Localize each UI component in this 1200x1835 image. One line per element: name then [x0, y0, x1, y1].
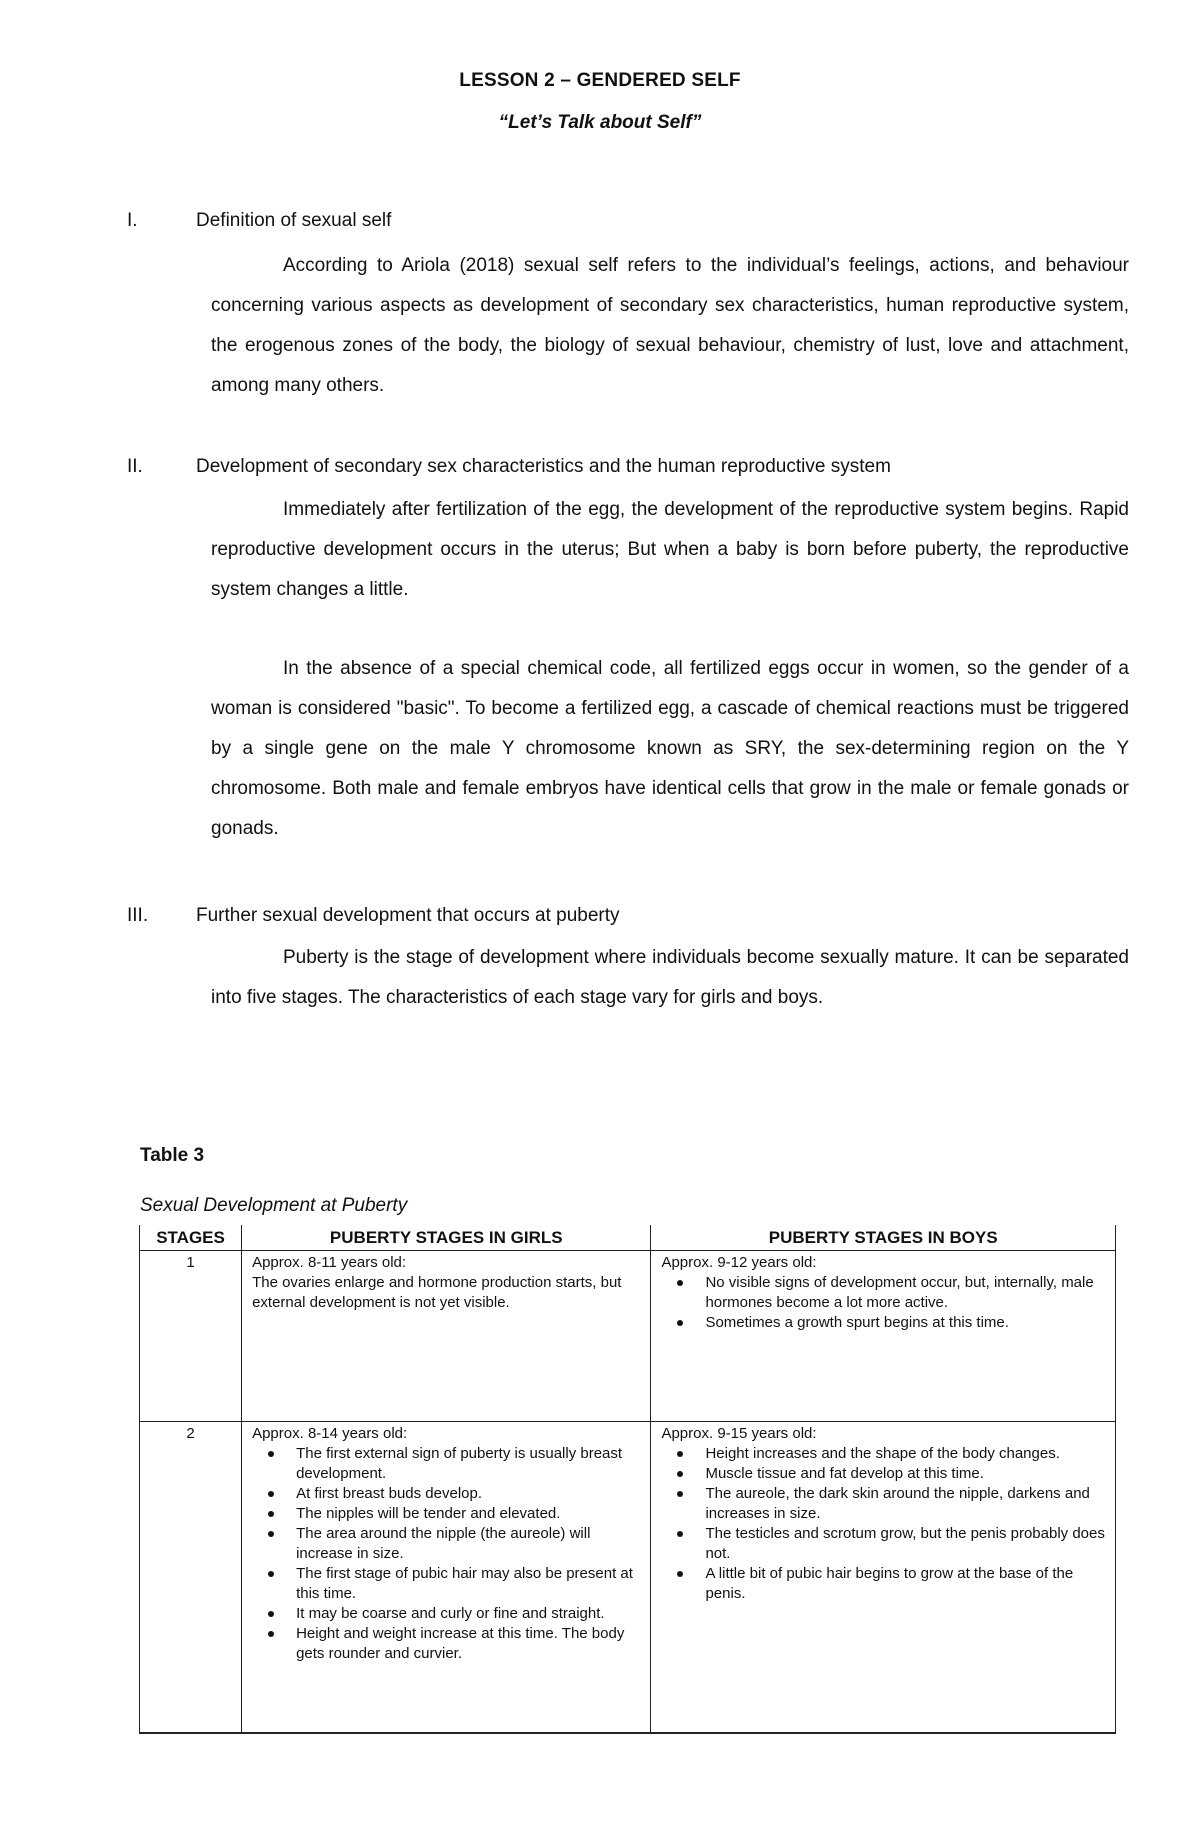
section-1-numeral: I. [127, 210, 138, 231]
bullet-icon [268, 1631, 274, 1637]
bullet-icon [677, 1531, 683, 1537]
section-2-heading: Development of secondary sex characteristics and the human reproductive system [196, 456, 891, 477]
puberty-stages-table [139, 1225, 1116, 1734]
section-2-paragraph-1: Immediately after fertilization of the egg, the development of the reproductive system begins. Rapid reproductive development occurs in the uterus; But when a baby is born before puberty, the reproductive system changes a little. [211, 499, 1129, 600]
boys-list [661, 1273, 1105, 1333]
header-boys: PUBERTY STAGES IN BOYS [651, 1225, 1116, 1251]
section-2-numeral: II. [127, 456, 143, 477]
bullet-icon [677, 1451, 683, 1457]
stage-number: 1 [140, 1251, 242, 1422]
bullet-icon [268, 1571, 274, 1577]
boys-age: Approx. 9-15 years old: [661, 1425, 817, 1442]
bullet-icon [677, 1471, 683, 1477]
boys-cell [651, 1251, 1116, 1422]
table-header-row [140, 1225, 1116, 1251]
list-item: Height and weight increase at this time. The body gets rounder and curvier. [252, 1624, 640, 1664]
list-item: Sometimes a growth spurt begins at this time. [661, 1313, 1105, 1333]
bullet-icon [268, 1531, 274, 1537]
bullet-icon [677, 1320, 683, 1326]
list-item: Muscle tissue and fat develop at this time. [661, 1464, 1105, 1484]
table-caption: Sexual Development at Puberty [140, 1195, 408, 1216]
list-item: The aureole, the dark skin around the nipple, darkens and increases in size. [661, 1484, 1105, 1524]
list-item: The area around the nipple (the aureole) will increase in size. [252, 1524, 640, 1564]
table-row [140, 1251, 1116, 1422]
bullet-icon [268, 1451, 274, 1457]
girls-cell [242, 1422, 651, 1734]
boys-age: Approx. 9-12 years old: [661, 1254, 817, 1271]
list-item: The first stage of pubic hair may also be present at this time. [252, 1564, 640, 1604]
list-item: Height increases and the shape of the body changes. [661, 1444, 1105, 1464]
bullet-icon [268, 1611, 274, 1617]
list-item: The first external sign of puberty is usually breast development. [252, 1444, 640, 1484]
list-item: The testicles and scrotum grow, but the penis probably does not. [661, 1524, 1105, 1564]
lesson-title: LESSON 2 – GENDERED SELF [459, 70, 741, 91]
table-row [140, 1422, 1116, 1734]
stage-number: 2 [140, 1422, 242, 1734]
bullet-icon [268, 1491, 274, 1497]
section-3-heading: Further sexual development that occurs at puberty [196, 905, 620, 926]
girls-text: The ovaries enlarge and hormone production starts, but external development is not yet visible. [252, 1274, 622, 1311]
bullet-icon [677, 1491, 683, 1497]
section-1-paragraph: According to Ariola (2018) sexual self refers to the individual’s feelings, actions, and behaviour concerning various aspects as development of secondary sex characteristics, human reproductive system, the erogenous zones of the body, the biology of sexual behaviour, chemistry of lust, love and attachment, among many others. [211, 255, 1129, 396]
girls-age: Approx. 8-14 years old: [252, 1425, 408, 1442]
header-stages: STAGES [140, 1225, 242, 1251]
bullet-icon [268, 1511, 274, 1517]
section-2-paragraph-2: In the absence of a special chemical code, all fertilized eggs occur in women, so the gender of a woman is considered "basic". To become a fertilized egg, a cascade of chemical reactions must be triggered by a single gene on the male Y chromosome known as SRY, the sex-determining region on the Y chromosome. Both male and female embryos have identical cells that grow in the male or female gonads or gonads. [211, 658, 1129, 839]
bullet-icon [677, 1571, 683, 1577]
boys-cell [651, 1422, 1116, 1734]
list-item: No visible signs of development occur, but, internally, male hormones become a lot more active. [661, 1273, 1105, 1313]
bullet-icon [677, 1280, 683, 1286]
girls-list [252, 1444, 640, 1664]
list-item: It may be coarse and curly or fine and straight. [252, 1604, 640, 1624]
lesson-subtitle: “Let’s Talk about Self” [498, 112, 702, 133]
girls-age: Approx. 8-11 years old: [252, 1254, 407, 1271]
list-item: At first breast buds develop. [252, 1484, 640, 1504]
list-item: A little bit of pubic hair begins to grow at the base of the penis. [661, 1564, 1105, 1604]
list-item: The nipples will be tender and elevated. [252, 1504, 640, 1524]
girls-cell [242, 1251, 651, 1422]
section-1-heading: Definition of sexual self [196, 210, 392, 231]
table-label: Table 3 [140, 1145, 205, 1166]
header-girls: PUBERTY STAGES IN GIRLS [242, 1225, 651, 1251]
section-3-numeral: III. [127, 905, 149, 926]
section-3-paragraph: Puberty is the stage of development where individuals become sexually mature. It can be separated into five stages. The characteristics of each stage vary for girls and boys. [211, 947, 1129, 1008]
boys-list [661, 1444, 1105, 1604]
